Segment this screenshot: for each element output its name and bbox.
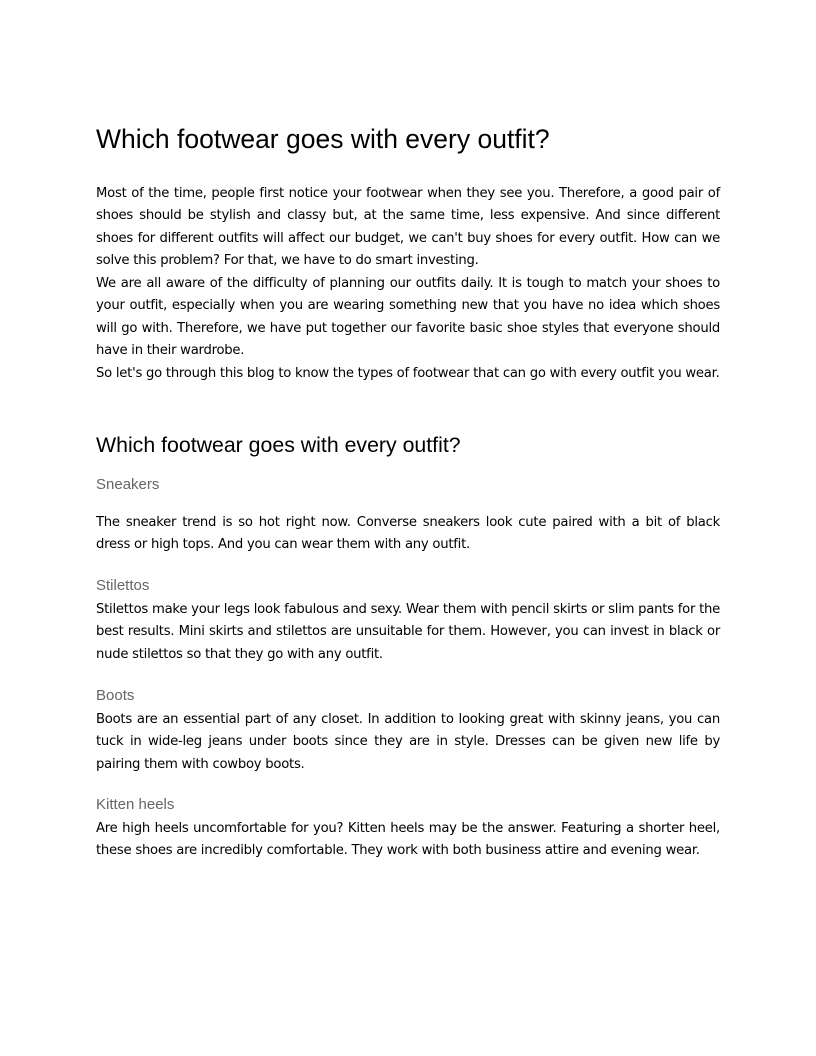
intro-paragraph-3: So let's go through this blog to know the types of footwear that can go with every outfit you wear. [96,366,720,381]
body-boots: Boots are an essential part of any closet. In addition to looking great with skinny jeans, you can tuck in wide-leg jeans under boots since they are in style. Dresses can be given new life by pairing them with cowboy boots. [96,712,720,772]
heading-stilettos: Stilettos [96,577,150,594]
heading-kitten-heels: Kitten heels [96,796,175,813]
heading-boots: Boots [96,687,135,704]
body-kitten-heels: Are high heels uncomfortable for you? Kitten heels may be the answer. Featuring a shorter heel, these shoes are incredibly comfortable. They work with both business attire and evening wear. [96,821,720,859]
intro-paragraph-2: We are all aware of the difficulty of planning our outfits daily. It is tough to match your shoes to your outfit, especially when you are wearing something new that you have no idea which shoes will go with. Therefore, we have put together our favorite basic shoe styles that everyone should have in their wardrobe. [96,276,720,359]
heading-sneakers: Sneakers [96,476,160,493]
body-sneakers: The sneaker trend is so hot right now. Converse sneakers look cute paired with a bit of black dress or high tops. And you can wear them with any outfit. [96,515,720,553]
document-title: Which footwear goes with every outfit? [96,124,550,154]
intro-paragraph-1: Most of the time, people first notice your footwear when they see you. Therefore, a good pair of shoes should be stylish and classy but, at the same time, less expensive. And since different shoes for different outfits will affect our budget, we can't buy shoes for every outfit. How can we solve this problem? For that, we have to do smart investing. [96,186,720,269]
body-stilettos: Stilettos make your legs look fabulous and sexy. Wear them with pencil skirts or slim pants for the best results. Mini skirts and stilettos are unsuitable for them. However, you can invest in black or nude stilettos so that they go with any outfit. [96,602,720,662]
section-title: Which footwear goes with every outfit? [96,433,461,457]
